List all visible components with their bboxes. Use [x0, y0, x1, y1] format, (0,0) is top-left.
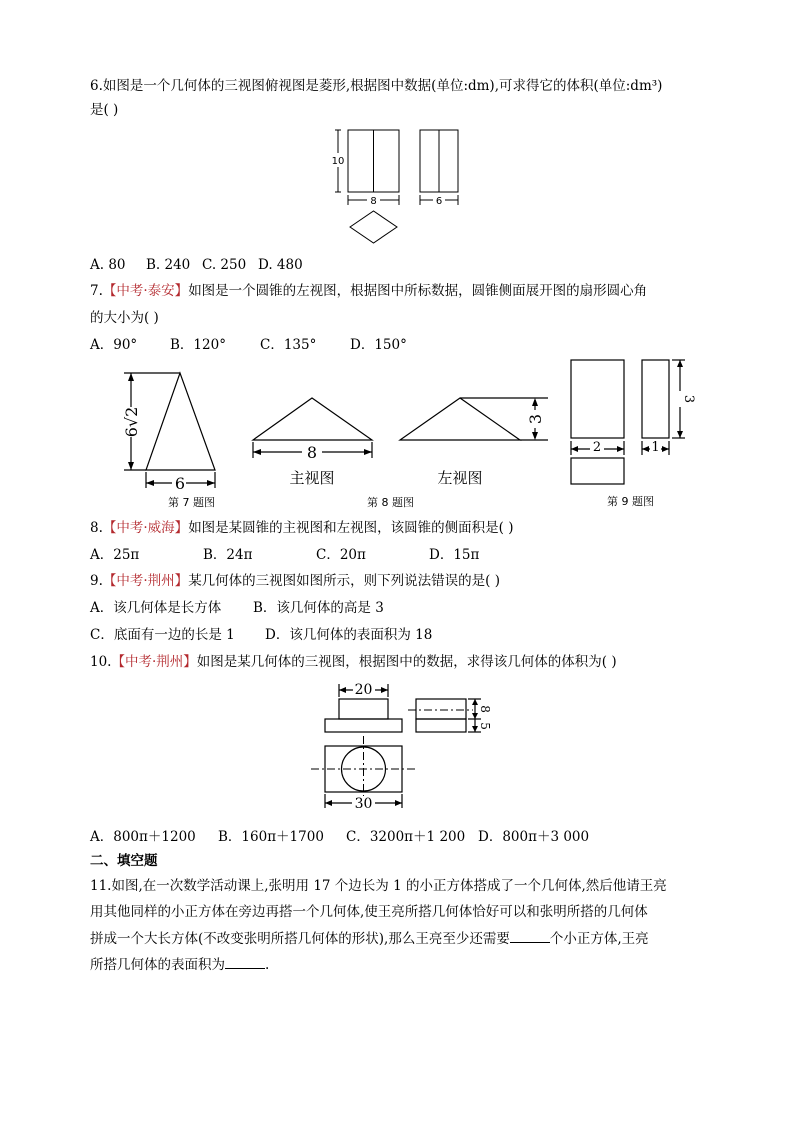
q7-option-b: B．120°	[170, 337, 226, 353]
q11-line1: 11.如图,在一次数学活动课上,张明用 17 个边长为 1 的小正方体搭成了一个几何体,然后他请王亮	[90, 878, 667, 894]
fig7-base-label: 6	[174, 474, 186, 493]
q9-stem	[90, 572, 500, 590]
q10-options	[90, 828, 589, 846]
q10-option-d: D．800π＋3 000	[478, 829, 590, 845]
fig8-height-label: 3	[526, 413, 545, 425]
q8-option-b: B．24π	[203, 547, 253, 563]
q11-line3-text-b: 个小正方体,王亮	[549, 931, 649, 947]
fig8-cone-views	[245, 388, 565, 510]
fig9-width-label: 2	[592, 440, 602, 455]
fig9-three-views	[565, 355, 705, 510]
q8-source: 【中考·威海】	[102, 520, 189, 536]
q7-text: 如图是一个圆锥的左视图，根据图中所标数据，圆锥侧面展开图的扇形圆心角	[188, 283, 648, 299]
q7-source: 【中考·泰安】	[102, 283, 189, 299]
fig7-height-label: 6√2	[122, 406, 141, 438]
q8-text: 如图是某圆锥的主视图和左视图，该圆锥的侧面积是( )	[188, 520, 514, 536]
q6-stem-line1: 6.如图是一个几何体的三视图俯视图是菱形,根据图中数据(单位:dm),可求得它的体积(单位:dm³)	[90, 78, 663, 94]
q7-number: 7.	[90, 283, 103, 299]
fig9-caption: 第 9 题图	[607, 495, 654, 508]
fig8-front-view-label: 主视图	[289, 469, 335, 487]
fig10-top-width-label: 20	[354, 682, 373, 698]
q9-source: 【中考·荆州】	[102, 573, 189, 589]
fig9-height-label: 3	[681, 394, 696, 404]
fig8-left-view-label: 左视图	[437, 469, 483, 487]
q11-line4	[90, 955, 269, 974]
q6-options	[90, 256, 303, 274]
q7-stem-line2: 的大小为( )	[90, 310, 159, 326]
q8-option-c: C．20π	[316, 547, 366, 563]
section-heading-fill-in: 二、填空题	[90, 853, 158, 869]
q6-label-width-8: 8	[370, 196, 377, 207]
fig8-caption: 第 8 题图	[367, 496, 414, 509]
q8-options	[90, 546, 479, 564]
fig10-height-8-label: 8	[478, 705, 492, 713]
q9-text: 某几何体的三视图如图所示，则下列说法错误的是( )	[188, 573, 501, 589]
q10-text: 如图是某几何体的三视图，根据图中的数据，求得该几何体的体积为( )	[196, 654, 617, 670]
q11-answer-blank-2[interactable]	[225, 955, 265, 969]
q9-option-b: B．该几何体的高是 3	[253, 600, 384, 616]
fig7-caption: 第 7 题图	[168, 496, 215, 509]
q9-options-row2	[90, 626, 432, 644]
q8-option-a: A．25π	[90, 547, 140, 563]
q11-line4-text-b: .	[265, 957, 270, 973]
q8-stem	[90, 519, 514, 537]
q8-option-d: D．15π	[429, 547, 480, 563]
q6-label-width-6: 6	[435, 196, 443, 207]
q6-stem-line2: 是( )	[90, 102, 119, 118]
q7-stem-line1	[90, 282, 647, 300]
q9-option-c: C．底面有一边的长是 1	[90, 627, 235, 643]
q11-line3-text-a: 拼成一个大长方体(不改变张明所搭几何体的形状),那么王亮至少还需要	[90, 931, 510, 947]
q7-option-c: C．135°	[260, 337, 317, 353]
q6-option-d: D. 480	[258, 257, 303, 273]
fig8-base-label: 8	[306, 443, 318, 462]
q6-three-view-figure	[330, 125, 470, 245]
q11-answer-blank-1[interactable]	[510, 929, 550, 943]
q11-line3	[90, 929, 649, 948]
q6-option-c: C. 250	[202, 257, 247, 273]
fig10-height-5-label: 5	[478, 722, 492, 730]
q9-option-a: A．该几何体是长方体	[90, 600, 222, 616]
q9-options-row1	[90, 599, 384, 617]
q10-number: 10.	[90, 654, 112, 670]
q7-option-a: A．90°	[90, 337, 138, 353]
q10-option-a: A．800π＋1200	[90, 829, 196, 845]
q6-option-a: A. 80	[90, 257, 126, 273]
q11-line4-text-a: 所搭几何体的表面积为	[90, 957, 225, 973]
q10-source: 【中考·荆州】	[111, 654, 197, 670]
q8-number: 8.	[90, 520, 103, 536]
q9-number: 9.	[90, 573, 103, 589]
q10-stem	[90, 653, 617, 671]
q6-option-b: B. 240	[146, 257, 191, 273]
fig10-three-views	[305, 680, 505, 815]
q10-option-c: C．3200π＋1 200	[346, 829, 466, 845]
q6-label-height: 10	[331, 156, 345, 167]
fig10-bottom-width-label: 30	[354, 796, 373, 812]
q10-option-b: B．160π＋1700	[218, 829, 324, 845]
q9-option-d: D．该几何体的表面积为 18	[265, 627, 433, 643]
q11-line2: 用其他同样的小正方体在旁边再搭一个几何体,使王亮所搭几何体恰好可以和张明所搭的几何体	[90, 904, 648, 920]
fig9-depth-label: 1	[651, 440, 660, 455]
q7-options	[90, 336, 407, 354]
fig7-cone-left-view	[118, 365, 228, 510]
q7-option-d: D．150°	[350, 337, 407, 353]
